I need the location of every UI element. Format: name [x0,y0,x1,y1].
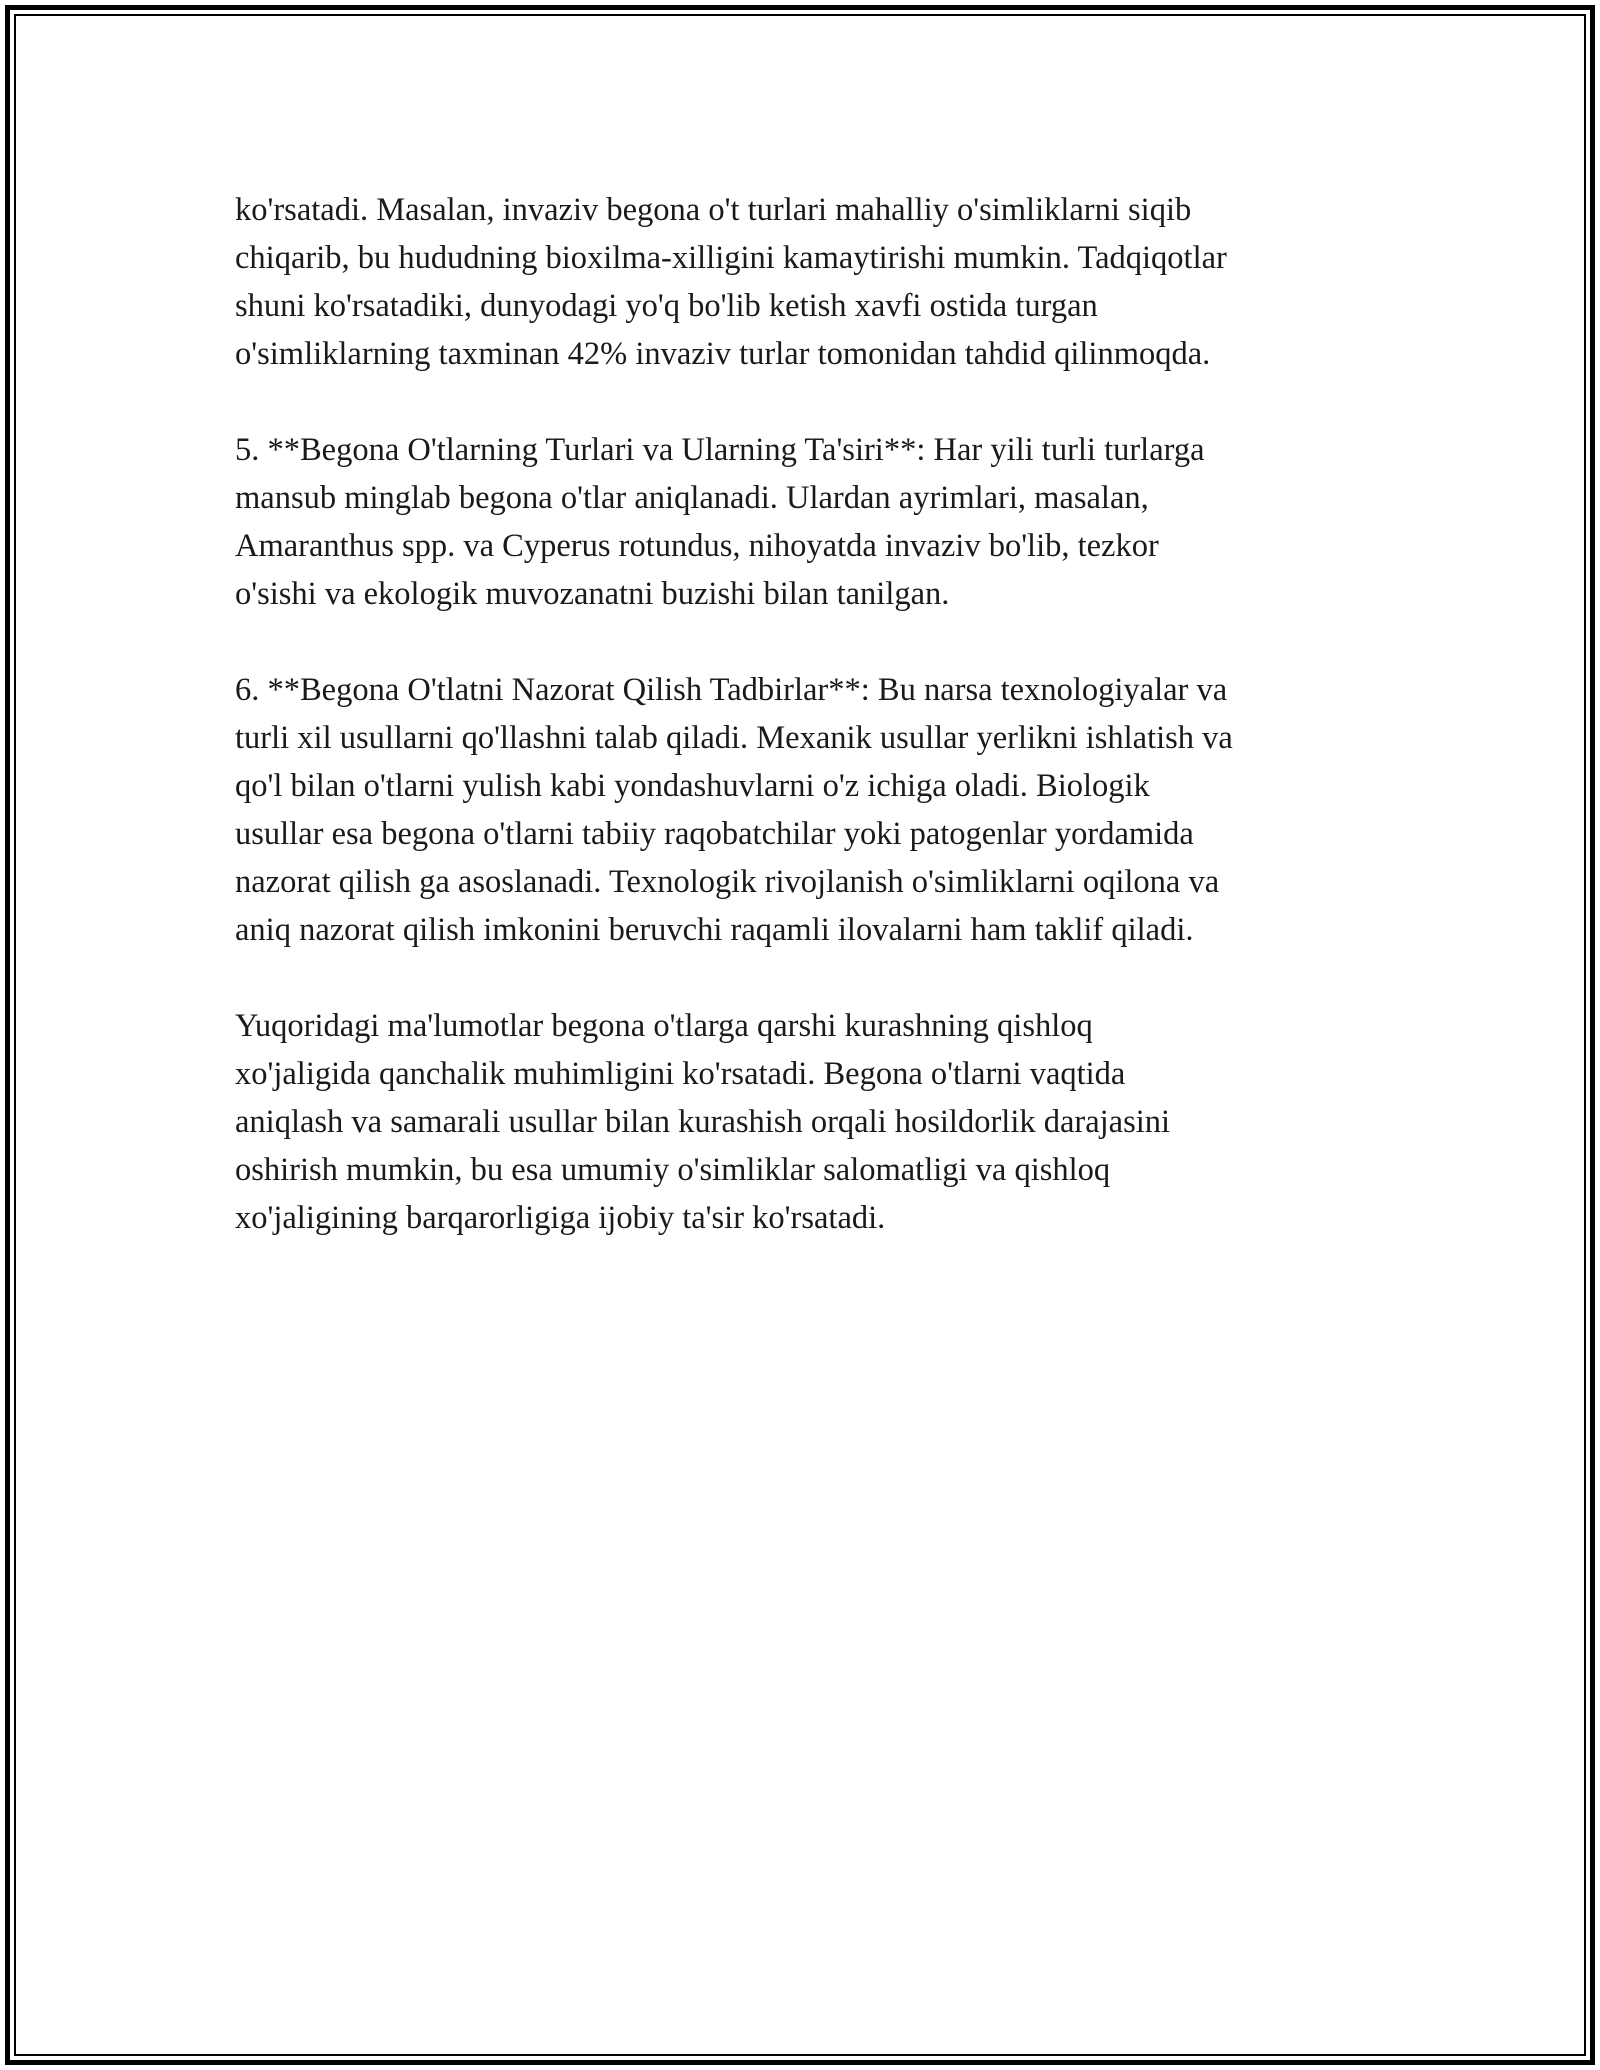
text-line: aniqlash va samarali usullar bilan kurashish orqali hosildorlik darajasini [235,1104,1171,1140]
text-line: turli xil usullarni qo'llashni talab qiladi. Mexanik usullar yerlikni ishlatish va [235,720,1233,756]
text-line: Amaranthus spp. va Cyperus rotundus, nihoyatda invaziv bo'lib, tezkor [235,528,1159,564]
paragraph-control-measures [235,666,1375,954]
text-line: o'simliklarning taxminan 42% invaziv turlar tomonidan tahdid qilinmoqda. [235,336,1211,372]
text-line: mansub minglab begona o'tlar aniqlanadi. Ulardan ayrimlari, masalan, [235,480,1149,516]
text-line: xo'jaligining barqarorligiga ijobiy ta'sir ko'rsatadi. [235,1200,886,1236]
text-line: xo'jaligida qanchalik muhimligini ko'rsatadi. Begona o'tlarni vaqtida [235,1056,1126,1092]
paragraph-conclusion [235,1002,1375,1242]
text-line: 6. **Begona O'tlatni Nazorat Qilish Tadbirlar**: Bu narsa texnologiyalar va [235,672,1228,708]
paragraph-invasive-species [235,186,1375,378]
text-line: oshirish mumkin, bu esa umumiy o'simliklar salomatligi va qishloq [235,1152,1111,1188]
paragraph-weed-types [235,426,1375,618]
text-line: Yuqoridagi ma'lumotlar begona o'tlarga qarshi kurashning qishloq [235,1008,1093,1044]
text-line: qo'l bilan o'tlarni yulish kabi yondashuvlarni o'z ichiga oladi. Biologik [235,768,1150,804]
document-body [235,186,1375,1290]
text-line: nazorat qilish ga asoslanadi. Texnologik rivojlanish o'simliklarni oqilona va [235,864,1220,900]
text-line: o'sishi va ekologik muvozanatni buzishi bilan tanilgan. [235,576,950,612]
text-line: 5. **Begona O'tlarning Turlari va Ularning Ta'siri**: Har yili turli turlarga [235,432,1205,468]
text-line: shuni ko'rsatadiki, dunyodagi yo'q bo'lib ketish xavfi ostida turgan [235,288,1098,324]
text-line: chiqarib, bu hududning bioxilma-xilligini kamaytirishi mumkin. Tadqiqotlar [235,240,1227,276]
text-line: ko'rsatadi. Masalan, invaziv begona o't turlari mahalliy o'simliklarni siqib [235,192,1192,228]
text-line: aniq nazorat qilish imkonini beruvchi raqamli ilovalarni ham taklif qiladi. [235,912,1194,948]
text-line: usullar esa begona o'tlarni tabiiy raqobatchilar yoki patogenlar yordamida [235,816,1194,852]
